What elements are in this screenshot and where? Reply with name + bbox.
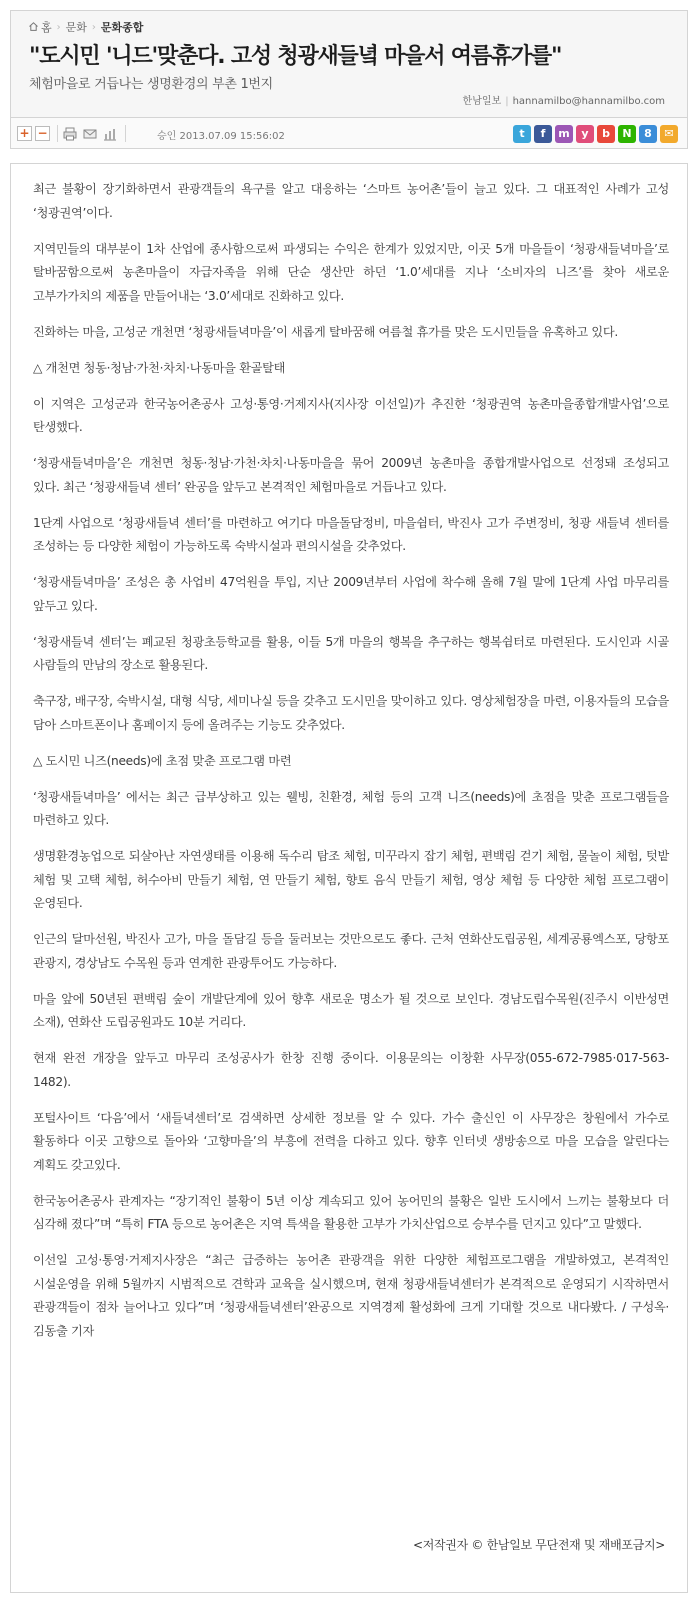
- article-source: 한남일보 | hannamilbo@hannamilbo.com: [462, 96, 665, 107]
- breadcrumb-home[interactable]: 홈: [41, 21, 52, 34]
- article-paragraph: 포털사이트 ‘다음’에서 ‘새들녁센터’로 검색하면 상세한 정보를 알 수 있다. 가수 출신인 이 사무장은 창원에서 가수로 활동하다 이곳 고향으로 돌아와 ‘고향마을’의 부흥에 전력을 다하고 있다. 향후 인터넷 생방송으로 마을 모습을 알린다는 계획도 갖고있다.: [33, 1110, 669, 1172]
- article-paragraph: ‘청광새들녁마을’ 조성은 총 사업비 47억원을 투입, 지난 2009년부터 사업에 착수해 올해 7월 말에 1단계 사업 마무리를 앞두고 있다.: [33, 575, 669, 613]
- twitter-share-icon[interactable]: t: [513, 125, 531, 143]
- mail-share-icon[interactable]: ✉: [660, 125, 678, 143]
- article-paragraph: 이선일 고성·통영·거제지사장은 “최근 급증하는 농어촌 관광객을 위한 다양한 체험프로그램을 개발하였고, 본격적인 시설운영을 위해 5월까지 시범적으로 견학과 교육을 실시했으며, 현재 청광새들녁센터가 본격적으로 운영되기 시작하면서 관광객들이 점차 늘어나고 있다”며 ‘청광새들녁센터’완공으로 지역경제 활성화에 크게 기대할 것으로 내다봤다. / 구성옥·김동출 기자: [33, 1253, 669, 1338]
- article-paragraph: 현재 완전 개장을 앞두고 마무리 조성공사가 한창 진행 중이다. 이용문의는 이창환 사무장(055-672-7985·017-563-1482).: [33, 1051, 669, 1089]
- article-paragraph: 생명환경농업으로 되살아난 자연생태를 이용해 독수리 탐조 체험, 미꾸라지 잡기 체험, 편백림 걷기 체험, 물놀이 체험, 텃밭 체험 및 고택 체험, 허수아비 만들기 체험, 연 만들기 체험, 향토 음식 만들기 체험, 영상 체험 등 다양한 체험 프로그램이 운영된다.: [33, 849, 669, 910]
- band-share-icon[interactable]: b: [597, 125, 615, 143]
- home-icon[interactable]: [29, 21, 38, 34]
- article-paragraph: 최근 불황이 장기화하면서 관광객들의 욕구를 알고 대응하는 ‘스마트 농어촌’들이 늘고 있다. 그 대표적인 사례가 고성 ‘청광권역’이다.: [33, 182, 669, 220]
- page-subtitle: 체험마을로 거듭나는 생명환경의 부촌 1번지: [29, 77, 273, 92]
- font-decrease-button[interactable]: −: [35, 126, 50, 141]
- google-share-icon[interactable]: 8: [639, 125, 657, 143]
- article-toolbar: [10, 118, 688, 149]
- breadcrumb-current[interactable]: 문화종합: [100, 21, 144, 34]
- article-paragraph: 한국농어촌공사 관계자는 “장기적인 불황이 5년 이상 계속되고 있어 농어민의 불황은 일반 도시에서 느끼는 불황보다 더 심각해 졌다”며 “특히 FTA 등으로 농어촌은 지역 특색을 활용한 고부가 가치산업으로 승부수를 던지고 있다”고 말했다.: [33, 1193, 669, 1231]
- article-paragraph: △ 개천면 청동·청남·가천·차치·나동마을 환골탈태: [33, 360, 286, 375]
- article-paragraph: ‘청광새들녁마을’은 개천면 청동·청남·가천·차치·나동마을을 묶어 2009년 농촌마을 종합개발사업으로 선정돼 조성되고 있다. 최근 ‘청광새들녁 센터’ 완공을 앞두고 본격적인 체험마을로 거듭나고 있다.: [33, 456, 669, 494]
- print-icon[interactable]: [63, 126, 77, 140]
- font-increase-button[interactable]: +: [17, 126, 32, 141]
- source-name: 한남일보: [462, 96, 502, 107]
- chevron-right-icon: ›: [56, 21, 61, 33]
- article-body: [33, 178, 669, 1356]
- email-icon[interactable]: [83, 126, 97, 140]
- article-paragraph: ‘청광새들녁 센터’는 폐교된 청광초등학교를 활용, 이들 5개 마을의 행복을 추구하는 행복쉼터로 마련된다. 도시인과 시골 사람들의 만남의 장소로 활용된다.: [33, 634, 669, 672]
- article-paragraph: ‘청광새들녁마을’ 에서는 최근 급부상하고 있는 웰빙, 친환경, 체험 등의 고객 니즈(needs)에 초점을 맞춘 프로그램들을 마련하고 있다.: [33, 789, 669, 827]
- breadcrumb-section[interactable]: 문화: [65, 21, 87, 34]
- yozm-share-icon[interactable]: y: [576, 125, 594, 143]
- article-header: [10, 10, 688, 118]
- article-paragraph: 지역민들의 대부분이 1차 산업에 종사함으로써 파생되는 수익은 한계가 있었지만, 이곳 5개 마을들이 ‘청광새들녁마을’로 탈바꿈함으로써 농촌마을이 자급자족을 위해 단순 생산만 하던 ‘1.0’세대를 지나 ‘소비자의 니즈’를 찾아 새로운 고부가가치의 제품을 만들어내는 ‘3.0’세대로 진화하고 있다.: [33, 241, 669, 303]
- article-paragraph: △ 도시민 니즈(needs)에 초점 맞춘 프로그램 마련: [33, 753, 292, 768]
- copyright-notice: <저작권자 © 한남일보 무단전재 및 재배포금지>: [412, 1538, 665, 1552]
- me2day-share-icon[interactable]: m: [555, 125, 573, 143]
- article-paragraph: 이 지역은 고성군과 한국농어촌공사 고성·통영·거제지사(지사장 이선일)가 추진한 ‘청광권역 농촌마을종합개발사업’으로 탄생했다.: [33, 396, 669, 434]
- article-paragraph: 축구장, 배구장, 숙박시설, 대형 식당, 세미나실 등을 갖추고 도시민을 맞이하고 있다. 영상체험장을 마련, 이용자들의 모습을 담아 스마트폰이나 홈페이지 등에 올려주는 기능도 갖추었다.: [33, 694, 669, 732]
- naver-share-icon[interactable]: N: [618, 125, 636, 143]
- article-paragraph: 인근의 달마선원, 박진사 고가, 마을 돌담길 등을 둘러보는 것만으로도 좋다. 근처 연화산도립공원, 세계공룡엑스포, 당항포 관광지, 경상남도 수목원 등과 연계한 관광투어도 가능하다.: [33, 932, 669, 970]
- page-title: "도시민 '니드'맞춘다. 고성 청광새들녘 마을서 여름휴가를": [29, 44, 562, 69]
- source-email[interactable]: hannamilbo@hannamilbo.com: [512, 96, 665, 107]
- article-paragraph: 마을 앞에 50년된 편백림 숲이 개발단계에 있어 향후 새로운 명소가 될 것으로 보인다. 경남도립수목원(진주시 이반성면 소재), 연화산 도립공원과도 10분 거리다.: [33, 991, 669, 1029]
- breadcrumb: [29, 19, 143, 35]
- chart-icon[interactable]: [103, 126, 117, 140]
- article-paragraph: 1단계 사업으로 ‘청광새들녁 센터’를 마련하고 여기다 마을돌담정비, 마을쉼터, 박진사 고가 주변정비, 청광 새들녁 센터를 조성하는 등 다양한 체험이 가능하도록 숙박시설과 편의시설을 갖추었다.: [33, 515, 669, 553]
- article-body-box: [10, 163, 688, 1593]
- article-paragraph: 진화하는 마을, 고성군 개천면 ‘청광새들녁마을’이 새롭게 탈바꿈해 여름철 휴가를 맞은 도시민들을 유혹하고 있다.: [33, 324, 618, 339]
- chevron-right-icon: ›: [91, 21, 96, 33]
- facebook-share-icon[interactable]: f: [534, 125, 552, 143]
- publish-date: 승인 2013.07.09 15:56:02: [157, 131, 285, 142]
